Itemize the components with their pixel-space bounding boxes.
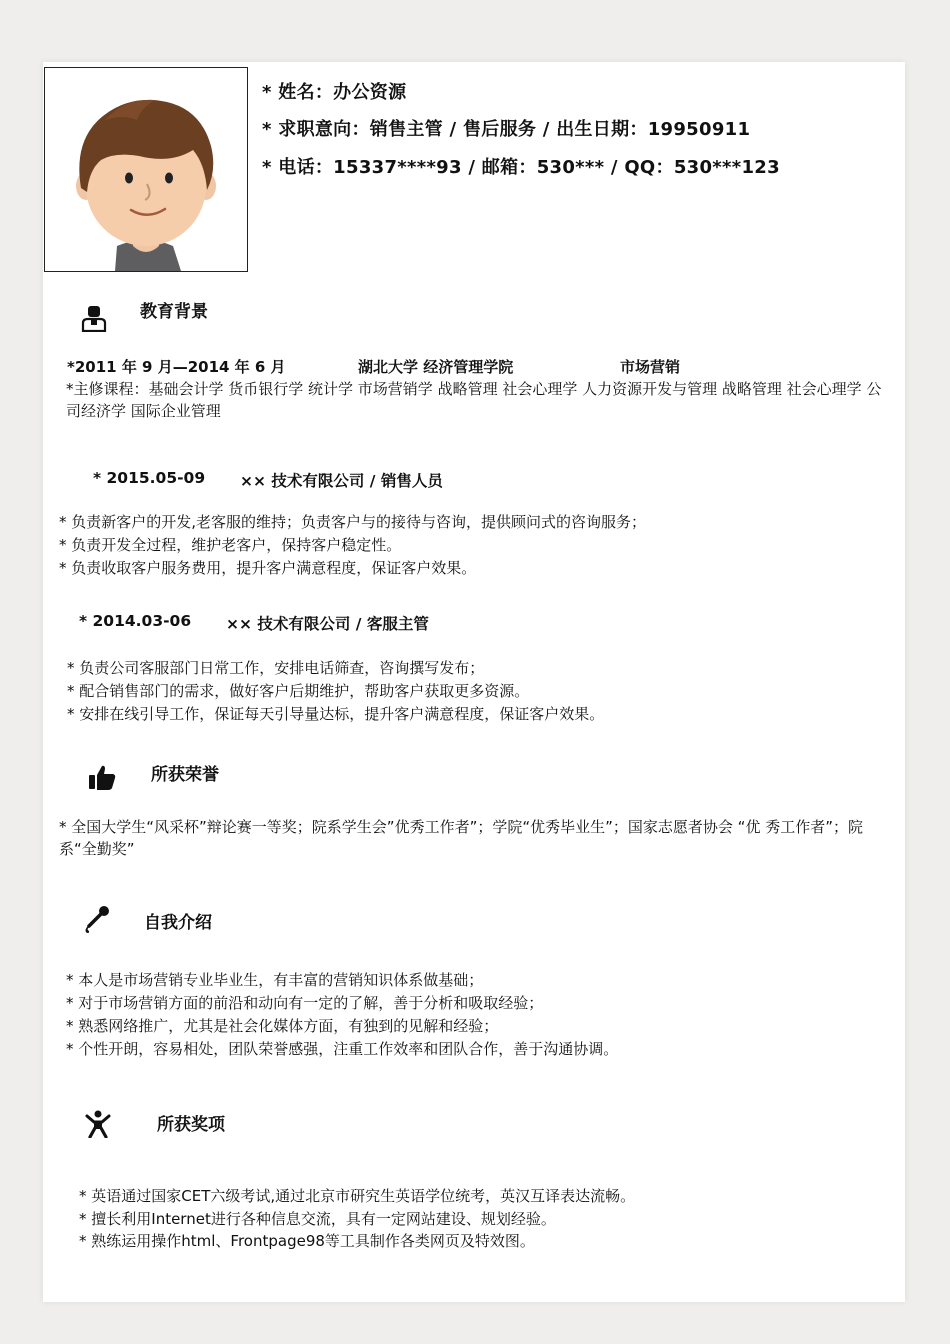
education-school: 湖北大学 经济管理学院 <box>358 358 514 376</box>
education-period: *2011 年 9 月—2014 年 6 月 <box>67 358 286 376</box>
intro-item: * 对于市场营销方面的前沿和动向有一定的了解，善于分析和吸取经验； <box>66 994 544 1012</box>
job-intent-line: * 求职意向：销售主管 / 售后服务 / 出生日期：19950911 <box>262 119 751 140</box>
awards-title: 所获奖项 <box>157 1115 225 1135</box>
job-duty: * 负责开发全过程，维护老客户，保持客户稳定性。 <box>59 536 402 554</box>
honors-title: 所获荣誉 <box>151 765 219 785</box>
education-title: 教育背景 <box>140 302 208 322</box>
award-item: * 熟练运用操作html、Frontpage98等工具制作各类网页及特效图。 <box>79 1232 535 1250</box>
job-duty: * 负责新客户的开发,老客服的维持；负责客户与的接待与咨询，提供顾问式的咨询服务； <box>59 513 647 531</box>
microphone-icon <box>82 905 110 933</box>
contact-line: * 电话：15337****93 / 邮箱：530*** / QQ：530***123 <box>262 157 780 178</box>
education-major: 市场营销 <box>620 358 681 376</box>
intro-item: * 本人是市场营销专业毕业生，有丰富的营销知识体系做基础； <box>66 971 484 989</box>
intro-item: * 熟悉网络推广，尤其是社会化媒体方面，有独到的见解和经验； <box>66 1017 499 1035</box>
thumbs-up-icon <box>88 763 116 791</box>
avatar <box>44 67 248 272</box>
job-period: * 2015.05-09 <box>93 469 206 487</box>
job-duty: * 配合销售部门的需求，做好客户后期维护，帮助客户获取更多资源。 <box>67 682 530 700</box>
education-courses: *主修课程：基础会计学 货币银行学 统计学 市场营销学 战略管理 社会心理学 人力资源开发与管理 战略管理 社会心理学 公司经济学 国际企业管理 <box>66 380 882 420</box>
intro-item: * 个性开朗，容易相处，团队荣誉感强，注重工作效率和团队合作，善于沟通协调。 <box>66 1040 619 1058</box>
job-duty: * 负责公司客服部门日常工作，安排电话筛查，咨询撰写发布； <box>67 659 485 677</box>
person-icon <box>80 304 108 332</box>
intro-title: 自我介绍 <box>144 913 212 933</box>
job-duty: * 安排在线引导工作，保证每天引导量达标，提升客户满意程度，保证客户效果。 <box>67 705 605 723</box>
award-item: * 擅长利用Internet进行各种信息交流，具有一定网站建设、规划经验。 <box>79 1210 556 1228</box>
award-item: * 英语通过国家CET六级考试,通过北京市研究生英语学位统考，英汉互译表达流畅。 <box>79 1187 636 1205</box>
job-company: ×× 技术有限公司 / 客服主管 <box>226 615 429 633</box>
honors-text: * 全国大学生“风采杯”辩论赛一等奖；院系学生会”优秀工作者”；学院“优秀毕业生”；国家志愿者协会 “优 秀工作者”；院系“全勤奖” <box>59 818 863 858</box>
name-line: * 姓名：办公资源 <box>262 82 407 103</box>
cartoon-man-avatar <box>45 68 247 271</box>
job-period: * 2014.03-06 <box>79 612 192 630</box>
job-duty: * 负责收取客户服务费用，提升客户满意程度，保证客户效果。 <box>59 559 477 577</box>
job-company: ×× 技术有限公司 / 销售人员 <box>240 472 443 490</box>
cheering-person-icon <box>84 1110 112 1138</box>
